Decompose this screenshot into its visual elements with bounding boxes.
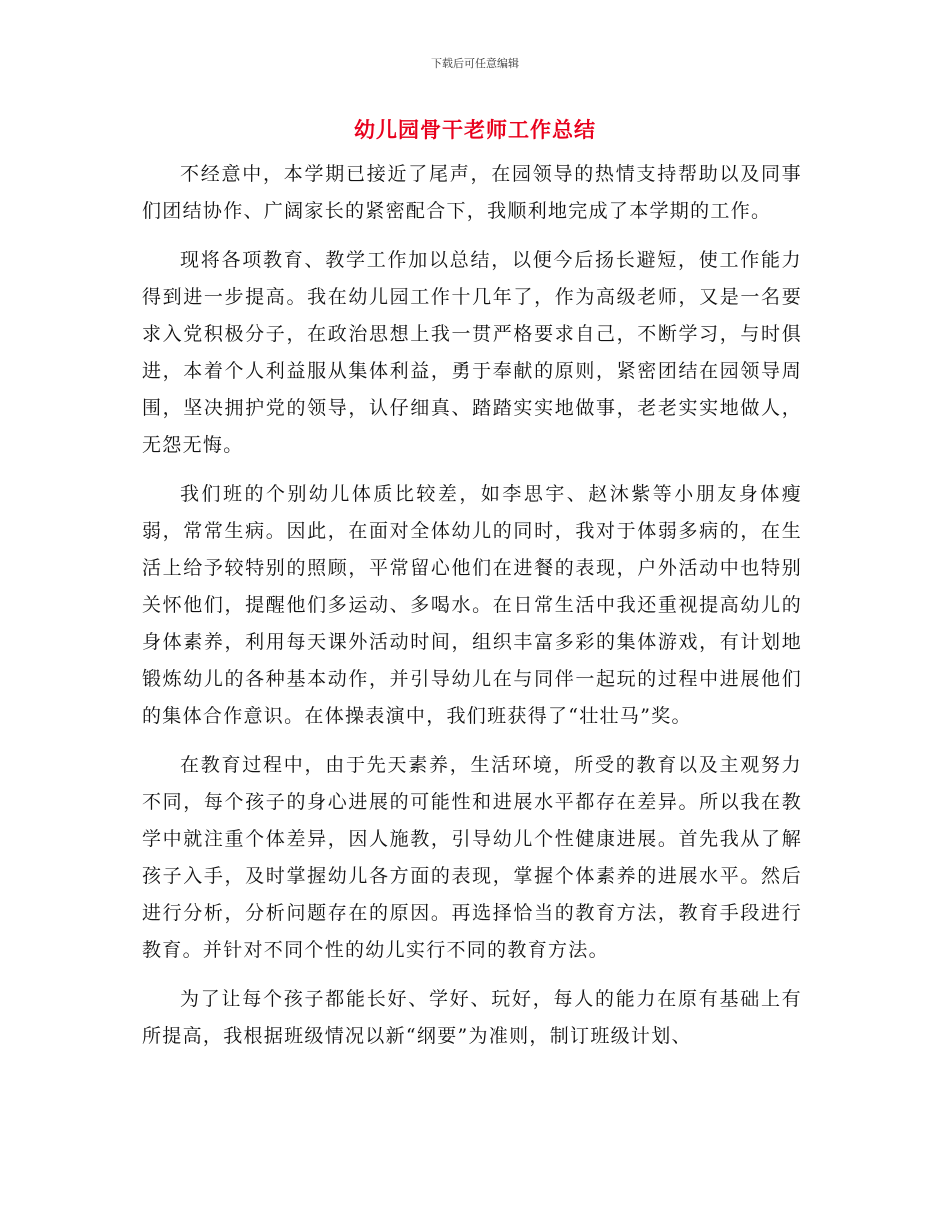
paragraph-2: 现将各项教育、教学工作加以总结，以便今后扬长避短，使工作能力得到进一步提高。我在幼儿园工作十几年了，作为高级老师，又是一名要求入党积极分子，在政治思想上我一贯严格要求自己，不断学习，与时俱进，本着个人利益服从集体利益，勇于奉献的原则，紧密团结在园领导周围，坚决拥护党的领导，认仔细真、踏踏实实地做事，老老实实地做人，无怨无悔。 xyxy=(142,249,802,456)
document-title: 幼儿园骨干老师工作总结 xyxy=(354,118,596,142)
document-body xyxy=(142,156,802,1067)
header-note: 下载后可任意编辑 xyxy=(431,57,519,70)
paragraph-5: 为了让每个孩子都能长好、学好、玩好，每人的能力在原有基础上有所提高，我根据班级情况以新“纲要”为准则，制订班级计划、 xyxy=(142,988,802,1047)
paragraph-1: 不经意中，本学期已接近了尾声，在园领导的热情支持帮助以及同事们团结协作、广阔家长的紧密配合下，我顺利地完成了本学期的工作。 xyxy=(142,163,802,222)
paragraph-3: 我们班的个别幼儿体质比较差，如李思宇、赵沐紫等小朋友身体瘦弱，常常生病。因此，在面对全体幼儿的同时，我对于体弱多病的，在生活上给予较特别的照顾，平常留心他们在进餐的表现，户外活动中也特别关怀他们，提醒他们多运动、多喝水。在日常生活中我还重视提高幼儿的身体素养，利用每天课外活动时间，组织丰富多彩的集体游戏，有计划地锻炼幼儿的各种基本动作，并引导幼儿在与同伴一起玩的过程中进展他们的集体合作意识。在体操表演中，我们班获得了“壮壮马”奖。 xyxy=(142,483,802,727)
paragraph-4: 在教育过程中，由于先天素养，生活环境，所受的教育以及主观努力不同，每个孩子的身心进展的可能性和进展水平都存在差异。所以我在教学中就注重个体差异，因人施教，引导幼儿个性健康进展。首先我从了解孩子入手，及时掌握幼儿各方面的表现，掌握个体素养的进展水平。然后进行分析，分析问题存在的原因。再选择恰当的教育方法，教育手段进行教育。并针对不同个性的幼儿实行不同的教育方法。 xyxy=(142,754,802,961)
